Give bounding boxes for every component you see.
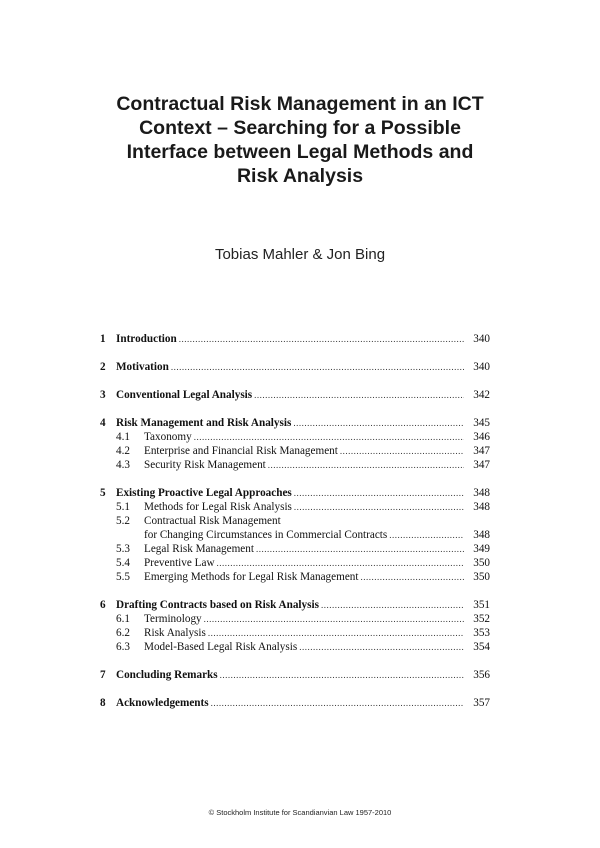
toc-label: Preventive Law bbox=[144, 557, 215, 569]
dot-leader bbox=[217, 556, 464, 570]
toc-label: Methods for Legal Risk Analysis bbox=[144, 501, 292, 513]
toc-label: Legal Risk Management bbox=[144, 543, 254, 555]
dot-leader bbox=[220, 668, 464, 682]
table-of-contents bbox=[98, 332, 490, 710]
title-line: Interface between Legal Methods and bbox=[126, 141, 474, 163]
toc-entry-5-5[interactable] bbox=[98, 570, 490, 584]
toc-entry-4-3[interactable] bbox=[98, 458, 490, 472]
toc-number: 4.1 bbox=[116, 431, 130, 443]
toc-entry-5[interactable] bbox=[98, 486, 490, 500]
toc-page: 354 bbox=[473, 641, 490, 653]
toc-number: 4.2 bbox=[116, 445, 130, 457]
title-line: Risk Analysis bbox=[236, 165, 364, 187]
toc-entry-4[interactable] bbox=[98, 416, 490, 430]
toc-label: Risk Analysis bbox=[144, 627, 206, 639]
toc-page: 348 bbox=[473, 501, 490, 513]
toc-page: 349 bbox=[473, 543, 490, 555]
authors: Tobias Mahler & Jon Bing bbox=[214, 246, 386, 263]
toc-page: 352 bbox=[473, 613, 490, 625]
toc-entry-3[interactable] bbox=[98, 388, 490, 402]
article-title bbox=[0, 92, 600, 188]
title-line: Contractual Risk Management in an ICT bbox=[116, 93, 484, 115]
toc-page: 348 bbox=[473, 487, 490, 499]
dot-leader bbox=[294, 486, 464, 500]
dot-leader bbox=[211, 696, 464, 710]
toc-entry-5-3[interactable] bbox=[98, 542, 490, 556]
toc-label: Existing Proactive Legal Approaches bbox=[116, 487, 292, 499]
toc-page: 340 bbox=[473, 333, 490, 345]
toc-entry-5-2-cont[interactable] bbox=[98, 528, 490, 542]
toc-page: 342 bbox=[473, 389, 490, 401]
toc-label: Security Risk Management bbox=[144, 459, 266, 471]
toc-page: 346 bbox=[473, 431, 490, 443]
dot-leader bbox=[340, 444, 464, 458]
dot-leader bbox=[268, 458, 464, 472]
toc-page: 350 bbox=[473, 571, 490, 583]
toc-number: 4.3 bbox=[116, 459, 130, 471]
toc-entry-1[interactable] bbox=[98, 332, 490, 346]
dot-leader bbox=[361, 570, 465, 584]
dot-leader bbox=[179, 332, 464, 346]
dot-leader bbox=[299, 640, 464, 654]
toc-number: 5.5 bbox=[116, 571, 130, 583]
dot-leader bbox=[194, 430, 464, 444]
toc-page: 347 bbox=[473, 459, 490, 471]
toc-entry-5-2[interactable] bbox=[98, 514, 490, 528]
dot-leader bbox=[204, 612, 464, 626]
toc-number: 5.4 bbox=[116, 557, 130, 569]
dot-leader bbox=[256, 542, 464, 556]
toc-page: 347 bbox=[473, 445, 490, 457]
toc-number: 2 bbox=[100, 361, 106, 373]
toc-page: 357 bbox=[473, 697, 490, 709]
toc-label: Acknowledgements bbox=[116, 697, 209, 709]
dot-leader bbox=[389, 528, 464, 542]
toc-entry-6-1[interactable] bbox=[98, 612, 490, 626]
toc-entry-4-1[interactable] bbox=[98, 430, 490, 444]
toc-page: 356 bbox=[473, 669, 490, 681]
title-line: Context – Searching for a Possible bbox=[139, 117, 461, 139]
toc-entry-6[interactable] bbox=[98, 598, 490, 612]
toc-number: 6.1 bbox=[116, 613, 130, 625]
dot-leader bbox=[321, 598, 464, 612]
toc-number: 7 bbox=[100, 669, 106, 681]
dot-leader bbox=[254, 388, 464, 402]
toc-page: 351 bbox=[473, 599, 490, 611]
toc-entry-8[interactable] bbox=[98, 696, 490, 710]
toc-label: Motivation bbox=[116, 361, 169, 373]
toc-number: 6 bbox=[100, 599, 106, 611]
dot-leader bbox=[293, 416, 464, 430]
toc-number: 5.3 bbox=[116, 543, 130, 555]
dot-leader bbox=[208, 626, 464, 640]
toc-label: Drafting Contracts based on Risk Analysis bbox=[116, 599, 319, 611]
toc-entry-7[interactable] bbox=[98, 668, 490, 682]
toc-number: 5.1 bbox=[116, 501, 130, 513]
toc-entry-5-4[interactable] bbox=[98, 556, 490, 570]
toc-number: 1 bbox=[100, 333, 106, 345]
toc-entry-2[interactable] bbox=[98, 360, 490, 374]
toc-label: Enterprise and Financial Risk Management bbox=[144, 445, 338, 457]
toc-label: Risk Management and Risk Analysis bbox=[116, 417, 292, 429]
dot-leader bbox=[171, 360, 464, 374]
toc-number: 5 bbox=[100, 487, 106, 499]
toc-number: 5.2 bbox=[116, 515, 130, 527]
toc-label: Conventional Legal Analysis bbox=[116, 389, 253, 401]
dot-leader bbox=[294, 500, 464, 514]
toc-number: 8 bbox=[100, 697, 106, 709]
toc-page: 353 bbox=[473, 627, 490, 639]
toc-label: Contractual Risk Management bbox=[144, 515, 281, 527]
toc-label: Concluding Remarks bbox=[116, 669, 218, 681]
toc-page: 348 bbox=[473, 529, 490, 541]
toc-entry-6-2[interactable] bbox=[98, 626, 490, 640]
toc-label: Taxonomy bbox=[144, 431, 192, 443]
toc-label: Introduction bbox=[116, 333, 177, 345]
toc-entry-4-2[interactable] bbox=[98, 444, 490, 458]
toc-page: 350 bbox=[473, 557, 490, 569]
toc-label: Terminology bbox=[144, 613, 202, 625]
toc-label: Model-Based Legal Risk Analysis bbox=[144, 641, 298, 653]
toc-number: 6.3 bbox=[116, 641, 130, 653]
toc-label: for Changing Circumstances in Commercial Contracts bbox=[144, 529, 388, 541]
toc-page: 340 bbox=[473, 361, 490, 373]
toc-page: 345 bbox=[473, 417, 490, 429]
toc-entry-5-1[interactable] bbox=[98, 500, 490, 514]
toc-number: 6.2 bbox=[116, 627, 130, 639]
toc-label: Emerging Methods for Legal Risk Management bbox=[144, 571, 359, 583]
toc-number: 4 bbox=[100, 417, 106, 429]
toc-entry-6-3[interactable] bbox=[98, 640, 490, 654]
copyright-footer: © Stockholm Institute for Scandianvian Law 1957-2010 bbox=[208, 808, 392, 817]
toc-number: 3 bbox=[100, 389, 106, 401]
